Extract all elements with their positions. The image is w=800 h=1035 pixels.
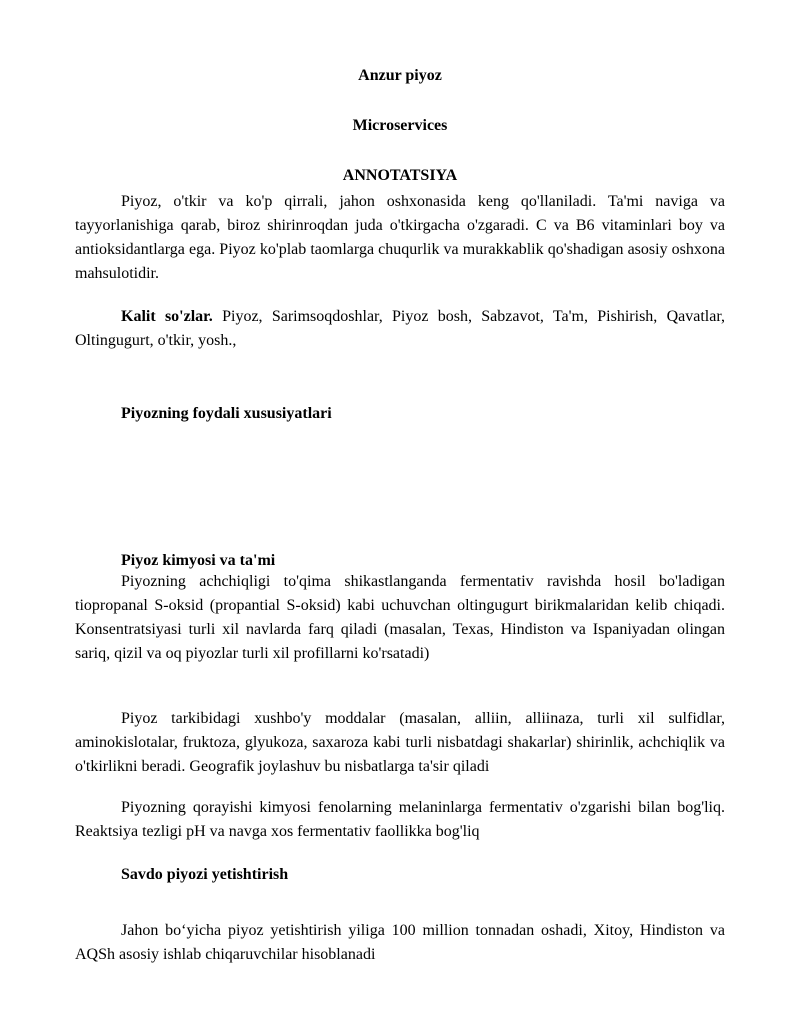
annotation-paragraph [75,190,725,286]
keywords-text: Piyoz, Sarimsoqdoshlar, Piyoz bosh, Sabzavot, Ta'm, Pishirish, Qavatlar, Oltingugurt, o'tkir, yosh., [75,308,726,349]
annotation-text: Piyoz, o'tkir va ko'p qirrali, jahon oshxonasida keng qo'llaniladi. Ta'mi naviga va tayyorlanishiga qarab, biroz shirinroqdan juda o'tkirgacha o'zgaradi. C va B6 vitaminlari boy va antioksidantlarga ega. Piyoz ko'plab taomlarga chuqurlik va murakkablik qo'shadigan asosiy oshxona mahsulotidir. [75,193,725,282]
chemistry-text-3: Piyozning qorayishi kimyosi fenolarning melaninlarga fermentativ o'zgarishi bilan bog'liq. Reaktsiya tezligi pH va navga xos fermentativ faollikka bog'liq [75,799,725,840]
chemistry-heading: Piyoz kimyosi va ta'mi [121,552,276,569]
chemistry-text-2: Piyoz tarkibidagi xushbo'y moddalar (masalan, alliin, alliinaza, turli xil sulfidlar, aminokislotalar, fruktoza, glyukoza, saxaroza kabi turli nisbatdagi shakarlar) shirinlik, achchiqlik va o'tkirlikni beradi. Geografik joylashuv bu nisbatlarga ta'sir qiladi [75,710,725,775]
trade-paragraph [75,919,725,967]
keywords-label: Kalit so'zlar. [121,308,213,325]
trade-text: Jahon bo‘yicha piyoz yetishtirish yiliga 100 million tonnadan oshadi, Xitoy, Hindiston va AQSh asosiy ishlab chiqaruvchilar hisoblanadi [75,922,725,963]
keywords-paragraph [75,305,725,353]
chemistry-paragraph-2 [75,707,725,779]
benefits-heading: Piyozning foydali xususiyatlari [121,405,332,422]
chemistry-paragraph-1 [75,570,725,666]
chemistry-text-1: Piyozning achchiqligi to'qima shikastlanganda fermentativ ravishda hosil bo'ladigan tiopropanal S-oksid (propantial S-oksid) kabi uchuvchan oltingugurt birikmalaridan kelib chiqadi. Konsentratsiyasi turli xil navlarda farq qiladi (masalan, Texas, Hindiston va Ispaniyadan olingan sariq, qizil va oq piyozlar turli xil profillarni ko'rsatadi) [75,573,725,662]
chemistry-paragraph-3 [75,796,725,844]
annotation-title: ANNOTATSIYA [342,167,458,184]
trade-heading: Savdo piyozi yetishtirish [121,866,289,883]
author-name: Anzur piyoz [358,67,442,84]
course-title: Microservices [352,117,448,134]
